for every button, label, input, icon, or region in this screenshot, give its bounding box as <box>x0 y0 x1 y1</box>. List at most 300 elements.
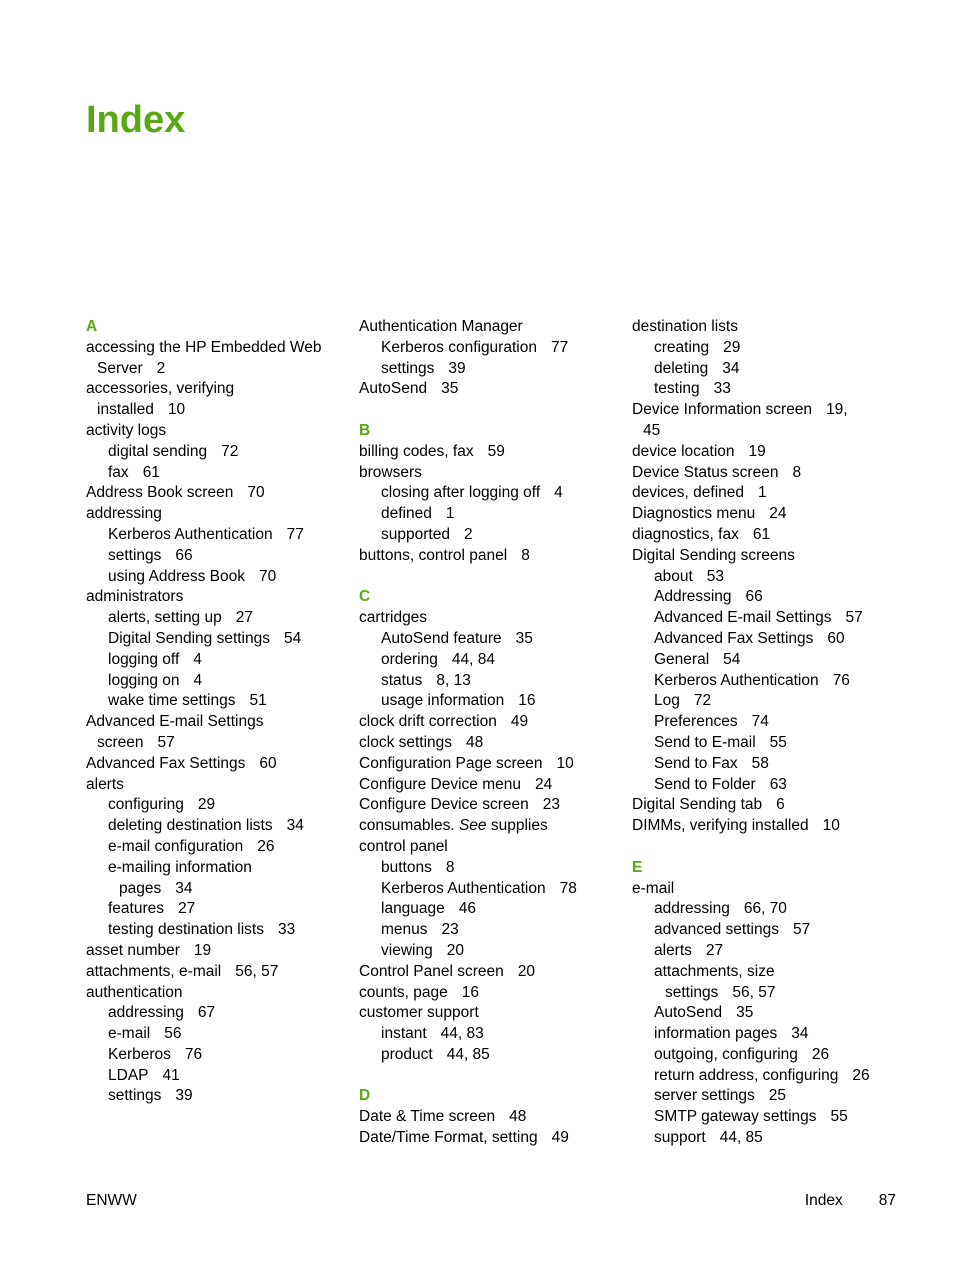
page-reference: 27 <box>705 941 724 959</box>
section-gap <box>359 567 621 588</box>
index-subentry <box>632 920 894 941</box>
index-entry <box>86 338 348 359</box>
page-reference: 53 <box>706 567 725 585</box>
index-term: settings <box>108 1087 162 1105</box>
page-reference: 66 <box>745 588 763 606</box>
index-entry <box>632 421 894 442</box>
page-reference: 8 <box>445 858 455 876</box>
page-reference: 2 <box>463 525 473 543</box>
index-letter-heading: A <box>86 318 98 335</box>
footer-section: Index <box>804 1192 843 1209</box>
page-reference: 4 <box>554 484 563 502</box>
index-entry <box>86 712 348 733</box>
index-term: logging off <box>108 650 180 668</box>
index-term: logging on <box>108 671 180 689</box>
page-reference: 19 <box>193 941 212 959</box>
index-term: outgoing, configuring <box>654 1045 798 1063</box>
index-term: usage information <box>381 692 505 710</box>
page-reference: 8 <box>521 546 530 564</box>
index-term: ordering <box>381 650 438 668</box>
index-term: settings <box>665 983 719 1001</box>
page-reference: 60 <box>827 629 845 647</box>
index-entry <box>86 941 348 962</box>
page-reference: 34 <box>791 1025 809 1043</box>
index-term: Kerberos Authentication <box>108 525 273 543</box>
index-term: defined <box>381 505 432 523</box>
index-subentry <box>359 920 621 941</box>
page-reference: 41 <box>162 1066 180 1084</box>
index-term: accessories, verifying <box>86 380 235 398</box>
index-subentry <box>632 1003 894 1024</box>
index-term: Configuration Page screen <box>359 754 543 772</box>
page-reference: 27 <box>235 609 253 627</box>
index-term: alerts, setting up <box>108 609 222 627</box>
page-reference: 20 <box>517 962 535 980</box>
index-entry <box>632 546 894 567</box>
index-entry <box>359 546 621 567</box>
index-term: attachments, size <box>654 962 775 980</box>
index-term: Device Information screen <box>632 401 813 419</box>
index-term: Log <box>654 692 680 710</box>
index-entry <box>632 795 894 816</box>
page-reference: 8 <box>792 463 802 481</box>
index-term: testing destination lists <box>108 921 264 939</box>
index-term: alerts <box>86 775 124 793</box>
page-reference: 76 <box>184 1045 203 1063</box>
page-reference: 35 <box>441 380 459 398</box>
page-reference: 4 <box>193 650 202 668</box>
index-term: fax <box>108 463 129 481</box>
index-subentry <box>632 650 894 671</box>
index-term: Configure Device menu <box>359 775 521 793</box>
index-term: closing after logging off <box>381 484 541 502</box>
index-entry <box>86 421 348 442</box>
index-term: supported <box>381 525 450 543</box>
index-subentry <box>86 567 348 588</box>
index-column-3 <box>632 317 894 1149</box>
page-reference: 19 <box>748 442 766 460</box>
index-entry <box>359 733 621 754</box>
page-reference: 78 <box>559 879 577 897</box>
page-reference: 44, 83 <box>440 1025 484 1043</box>
index-entry <box>359 983 621 1004</box>
index-term: features <box>108 900 165 918</box>
index-entry <box>86 379 348 400</box>
index-term: Advanced E-mail Settings <box>654 609 832 627</box>
page-reference: 58 <box>751 754 769 772</box>
index-entry <box>359 775 621 796</box>
index-subentry <box>86 879 348 900</box>
index-subentry <box>86 691 348 712</box>
index-term: information pages <box>654 1025 778 1043</box>
index-subentry <box>86 795 348 816</box>
index-term: authentication <box>86 983 183 1001</box>
index-term: Device Status screen <box>632 463 779 481</box>
index-term: attachments, e-mail <box>86 962 222 980</box>
page-reference: 44, 85 <box>446 1045 490 1063</box>
page-reference: 77 <box>286 525 304 543</box>
page-reference: 57 <box>845 609 863 627</box>
page-reference: 57 <box>792 921 811 939</box>
index-subentry <box>632 1066 894 1087</box>
index-term: devices, defined <box>632 484 745 502</box>
index-entry <box>632 504 894 525</box>
page-reference: 16 <box>461 983 480 1001</box>
page-reference: 67 <box>197 1004 216 1022</box>
index-term: Send to Folder <box>654 775 756 793</box>
index-term: addressing <box>86 505 162 523</box>
page-reference: 4 <box>193 671 203 689</box>
page-reference: 61 <box>142 463 160 481</box>
index-entry <box>632 483 894 504</box>
see-target: supplies <box>486 817 548 835</box>
index-subentry <box>359 359 621 380</box>
index-term: Configure Device screen <box>359 796 529 814</box>
index-subentry <box>359 879 621 900</box>
index-term: customer support <box>359 1004 479 1022</box>
index-subentry <box>359 1045 621 1066</box>
page-reference: 57 <box>157 733 175 751</box>
index-column-2 <box>359 317 621 1149</box>
index-subentry <box>86 816 348 837</box>
page-reference: 10 <box>822 817 840 835</box>
index-term: deleting <box>654 359 709 377</box>
index-term: SMTP gateway settings <box>654 1108 817 1126</box>
index-term: addressing <box>654 900 730 918</box>
index-entry <box>632 816 894 837</box>
page-reference: 49 <box>551 1129 569 1147</box>
index-entry <box>359 837 621 858</box>
index-term: installed <box>97 401 154 419</box>
index-term: accessing the HP Embedded Web <box>86 338 322 356</box>
index-entry <box>86 962 348 983</box>
page-reference: 70 <box>259 567 277 585</box>
index-term: Server <box>97 359 143 377</box>
index-term: Advanced Fax Settings <box>654 629 814 647</box>
index-term: Digital Sending screens <box>632 546 795 564</box>
index-term: Send to Fax <box>654 754 738 772</box>
index-subentry <box>632 983 894 1004</box>
page-reference: 20 <box>446 941 464 959</box>
index-term: DIMMs, verifying installed <box>632 817 809 835</box>
index-entry <box>632 879 894 900</box>
index-letter-heading: C <box>359 588 371 606</box>
index-entry <box>359 816 621 837</box>
index-entry <box>86 754 348 775</box>
index-entry <box>86 483 348 504</box>
page-number: 87 <box>878 1192 896 1209</box>
index-term: browsers <box>359 463 422 481</box>
page-reference: 49 <box>510 713 529 731</box>
index-entry <box>359 795 621 816</box>
page-reference: 48 <box>509 1108 527 1126</box>
page-reference: 56 <box>164 1025 182 1043</box>
index-entry <box>359 317 621 338</box>
page-reference: 77 <box>550 338 569 356</box>
index-subentry <box>632 671 894 692</box>
index-entry <box>359 1003 621 1024</box>
page-reference: 6 <box>776 796 785 814</box>
index-term: diagnostics, fax <box>632 525 739 543</box>
index-term: asset number <box>86 941 180 959</box>
index-term: support <box>654 1129 706 1147</box>
index-subentry <box>86 1086 348 1107</box>
index-term: destination lists <box>632 318 738 335</box>
index-term: settings <box>381 359 435 377</box>
page-reference: 70 <box>247 484 265 502</box>
page-reference: 19, <box>826 401 848 419</box>
see-reference: See <box>454 817 487 835</box>
index-letter-heading: E <box>632 858 643 876</box>
page-reference: 51 <box>249 692 267 710</box>
page-reference: 54 <box>723 650 741 668</box>
footer-left: ENWW <box>86 1192 137 1209</box>
index-term: deleting destination lists <box>108 817 273 835</box>
index-subentry <box>86 608 348 629</box>
index-term: alerts <box>654 941 692 959</box>
index-term: buttons <box>381 858 432 876</box>
index-subentry <box>632 587 894 608</box>
page-reference: 23 <box>542 796 560 814</box>
index-subentry <box>86 650 348 671</box>
index-subentry <box>359 650 621 671</box>
index-subentry <box>86 899 348 920</box>
page-reference: 34 <box>286 817 304 835</box>
index-term: pages <box>119 879 162 897</box>
page-reference: 74 <box>751 713 769 731</box>
page-reference: 66, 70 <box>743 900 787 918</box>
index-entry <box>359 754 621 775</box>
index-term: AutoSend feature <box>381 629 502 647</box>
index-term: Date/Time Format, setting <box>359 1129 538 1147</box>
page-reference: 34 <box>175 879 193 897</box>
page-reference: 10 <box>167 401 186 419</box>
index-term: Preferences <box>654 713 738 731</box>
index-term: return address, configuring <box>654 1066 839 1084</box>
index-subentry <box>632 691 894 712</box>
index-term: about <box>654 567 693 585</box>
index-subentry <box>632 775 894 796</box>
index-entry <box>359 1128 621 1149</box>
index-term: device location <box>632 442 735 460</box>
page-reference: 72 <box>693 692 712 710</box>
index-term: wake time settings <box>108 692 236 710</box>
index-term: settings <box>108 546 162 564</box>
page-reference: 54 <box>284 629 302 647</box>
index-term: Digital Sending tab <box>632 796 763 814</box>
index-term: e-mail configuration <box>108 837 244 855</box>
index-subentry <box>359 941 621 962</box>
index-subentry <box>86 1024 348 1045</box>
index-entry <box>632 400 894 421</box>
index-subentry <box>632 359 894 380</box>
index-subentry <box>359 483 621 504</box>
index-term: instant <box>381 1025 427 1043</box>
index-subentry <box>632 941 894 962</box>
index-entry <box>86 504 348 525</box>
page-reference: 10 <box>556 754 574 772</box>
index-subentry <box>632 608 894 629</box>
index-subentry <box>632 1128 894 1149</box>
page-reference: 46 <box>458 900 477 918</box>
page-reference: 33 <box>277 921 296 939</box>
page-reference: 48 <box>466 733 484 751</box>
index-term: Diagnostics menu <box>632 505 756 523</box>
index-subentry <box>632 733 894 754</box>
page-reference: 24 <box>534 775 553 793</box>
index-term: configuring <box>108 796 184 814</box>
index-term: control panel <box>359 837 448 855</box>
page-reference: 2 <box>156 359 166 377</box>
page-reference: 24 <box>769 505 787 523</box>
index-entry <box>86 983 348 1004</box>
index-subentry <box>86 837 348 858</box>
page-reference: 26 <box>257 837 275 855</box>
index-term: Authentication Manager <box>359 318 523 335</box>
index-term: advanced settings <box>654 921 779 939</box>
page-reference: 25 <box>768 1087 787 1105</box>
index-term: Send to E-mail <box>654 733 756 751</box>
index-subentry <box>632 1045 894 1066</box>
index-term: Digital Sending settings <box>108 629 270 647</box>
index-term: menus <box>381 921 428 939</box>
index-term: cartridges <box>359 609 428 627</box>
index-term: using Address Book <box>108 567 246 585</box>
index-entry <box>86 587 348 608</box>
page-reference: 29 <box>197 796 216 814</box>
index-term: activity logs <box>86 421 167 439</box>
section-gap <box>359 1066 621 1087</box>
index-subentry <box>632 754 894 775</box>
page-reference: 44, 85 <box>719 1129 763 1147</box>
index-entry <box>359 608 621 629</box>
index-subentry <box>632 338 894 359</box>
index-subentry <box>86 858 348 879</box>
index-term: buttons, control panel <box>359 546 508 564</box>
index-term: Kerberos Authentication <box>381 879 546 897</box>
index-term: digital sending <box>108 442 208 460</box>
index-entry <box>359 1107 621 1128</box>
page-reference: 8, 13 <box>436 671 471 689</box>
index-term: Kerberos <box>108 1045 171 1063</box>
index-subentry <box>86 1045 348 1066</box>
index-subentry <box>632 1086 894 1107</box>
index-entry <box>359 379 621 400</box>
index-subentry <box>86 442 348 463</box>
index-column-1 <box>86 317 348 1107</box>
page-reference: 61 <box>752 525 771 543</box>
index-term: Address Book screen <box>86 484 234 502</box>
page-reference: 1 <box>445 505 455 523</box>
index-term: clock drift correction <box>359 713 497 731</box>
page-reference: 72 <box>221 442 239 460</box>
index-entry <box>86 775 348 796</box>
index-term: clock settings <box>359 733 453 751</box>
index-entry <box>359 712 621 733</box>
index-term: e-mailing information <box>108 858 252 876</box>
index-term: General <box>654 650 710 668</box>
index-subentry <box>632 899 894 920</box>
footer-right <box>805 1192 896 1210</box>
index-term: product <box>381 1045 433 1063</box>
index-term: e-mail <box>632 879 675 897</box>
index-subentry <box>632 567 894 588</box>
page-reference: 60 <box>259 754 277 772</box>
index-term: 45 <box>643 421 661 439</box>
section-gap <box>359 400 621 421</box>
page-reference: 39 <box>448 359 466 377</box>
index-entry <box>359 463 621 484</box>
index-term: e-mail <box>108 1025 151 1043</box>
index-subentry <box>86 546 348 567</box>
page-reference: 56, 57 <box>732 983 776 1001</box>
index-term: Kerberos Authentication <box>654 671 819 689</box>
index-entry <box>86 733 348 754</box>
index-subentry <box>86 1066 348 1087</box>
index-term: Control Panel screen <box>359 962 504 980</box>
page-reference: 35 <box>515 629 533 647</box>
index-entry <box>359 442 621 463</box>
page-reference: 55 <box>830 1108 848 1126</box>
index-subentry <box>359 1024 621 1045</box>
page-reference: 26 <box>811 1045 830 1063</box>
index-term: billing codes, fax <box>359 442 474 460</box>
index-subentry <box>359 338 621 359</box>
index-term: Kerberos configuration <box>381 338 537 356</box>
index-term: viewing <box>381 941 433 959</box>
page-reference: 1 <box>758 484 767 502</box>
page-reference: 26 <box>852 1066 870 1084</box>
index-term: administrators <box>86 588 184 606</box>
index-entry <box>86 359 348 380</box>
page-reference: 55 <box>769 733 787 751</box>
index-term: Addressing <box>654 588 732 606</box>
index-subentry <box>359 525 621 546</box>
index-entry <box>359 962 621 983</box>
index-subentry <box>86 1003 348 1024</box>
page-reference: 35 <box>736 1004 754 1022</box>
index-subentry <box>86 671 348 692</box>
page-title: Index <box>86 99 186 141</box>
index-entry <box>632 463 894 484</box>
index-term: Advanced Fax Settings <box>86 754 246 772</box>
index-subentry <box>359 504 621 525</box>
index-term: language <box>381 900 445 918</box>
index-term: AutoSend <box>654 1004 723 1022</box>
index-entry <box>632 442 894 463</box>
index-subentry <box>632 712 894 733</box>
index-subentry <box>86 920 348 941</box>
index-subentry <box>632 1024 894 1045</box>
index-subentry <box>86 463 348 484</box>
index-subentry <box>632 962 894 983</box>
index-term: LDAP <box>108 1066 149 1084</box>
page-reference: 39 <box>175 1087 193 1105</box>
page-reference: 56, 57 <box>235 962 279 980</box>
index-term: consumables. <box>359 817 455 835</box>
page-reference: 59 <box>487 442 505 460</box>
index-subentry <box>632 629 894 650</box>
index-entry <box>632 525 894 546</box>
index-entry <box>632 317 894 338</box>
page-reference: 16 <box>518 692 536 710</box>
index-term: server settings <box>654 1087 755 1105</box>
index-subentry <box>86 629 348 650</box>
index-term: addressing <box>108 1004 184 1022</box>
index-entry <box>86 400 348 421</box>
index-subentry <box>632 379 894 400</box>
page-reference: 66 <box>175 546 193 564</box>
